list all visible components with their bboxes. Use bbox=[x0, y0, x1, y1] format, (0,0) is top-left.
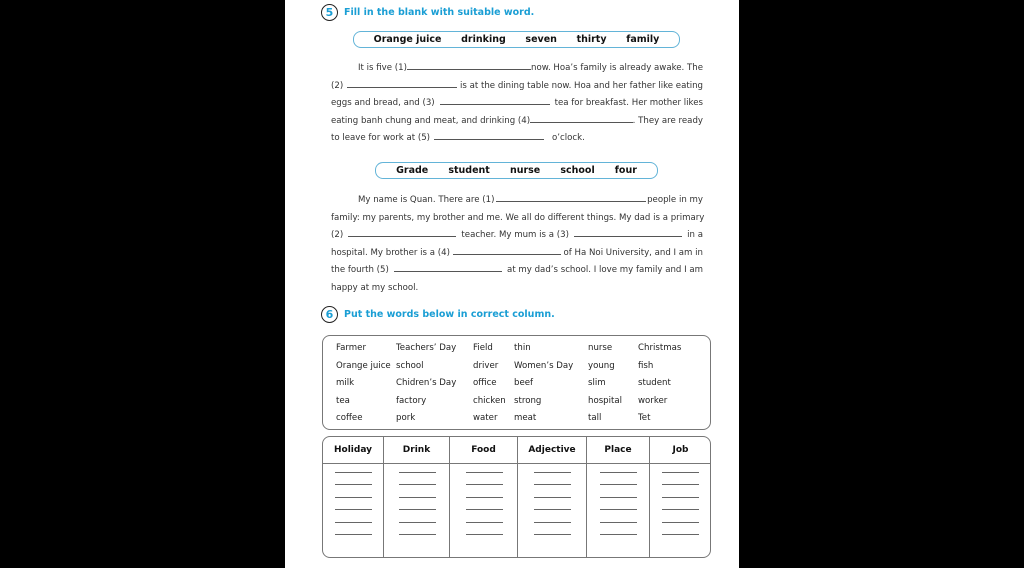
word-item: nurse bbox=[588, 343, 613, 353]
answer-blank[interactable] bbox=[407, 61, 531, 70]
answer-line[interactable] bbox=[399, 484, 436, 485]
word-column bbox=[336, 340, 391, 428]
passage-2: My name is Quan. There are (1) people in my family: my parents, my brother and me. We all do different things. My dad is a primary (2) teacher. My mum is a (3) in a hospital. My brother is a (4) of Ha Noi University, and I am in the fourth (5) at my dad’s school. I love my family and I am happy at my school. bbox=[331, 195, 705, 293]
word-item: tea bbox=[336, 395, 350, 406]
answer-line[interactable] bbox=[662, 484, 699, 485]
exercise-number: 6 bbox=[321, 306, 338, 323]
word-item: slim bbox=[588, 378, 606, 389]
word-item: tall bbox=[588, 413, 602, 424]
word-box-2 bbox=[375, 162, 658, 179]
word-column bbox=[396, 340, 456, 428]
word-item: Chidren’s Day bbox=[396, 378, 457, 389]
answer-line[interactable] bbox=[662, 534, 699, 535]
word-item: strong bbox=[514, 395, 542, 406]
answer-line[interactable] bbox=[600, 484, 637, 485]
table-column bbox=[587, 437, 650, 557]
word-option: drinking bbox=[461, 34, 506, 45]
answer-line[interactable] bbox=[534, 534, 571, 535]
word-option: Grade bbox=[396, 165, 429, 176]
answer-line[interactable] bbox=[534, 509, 571, 510]
word-item: school bbox=[396, 360, 424, 371]
column-header: Place bbox=[587, 437, 649, 464]
answer-line[interactable] bbox=[662, 497, 699, 498]
word-item: Tet bbox=[638, 413, 651, 424]
answer-line[interactable] bbox=[600, 472, 637, 473]
answer-line[interactable] bbox=[662, 522, 699, 523]
column-header: Job bbox=[650, 437, 711, 464]
answer-line[interactable] bbox=[466, 484, 503, 485]
answer-line[interactable] bbox=[399, 497, 436, 498]
answer-line[interactable] bbox=[600, 497, 637, 498]
word-option: thirty bbox=[576, 34, 607, 45]
answer-blank[interactable] bbox=[440, 96, 550, 105]
word-item: driver bbox=[473, 360, 499, 371]
word-option: family bbox=[626, 34, 660, 45]
answer-line[interactable] bbox=[466, 534, 503, 535]
answer-line[interactable] bbox=[335, 509, 372, 510]
answer-blank[interactable] bbox=[348, 228, 456, 237]
answer-line[interactable] bbox=[466, 497, 503, 498]
table-column bbox=[384, 437, 450, 557]
answer-line[interactable] bbox=[466, 509, 503, 510]
answer-line[interactable] bbox=[335, 497, 372, 498]
column-header: Holiday bbox=[323, 437, 383, 464]
passage-1: It is five (1) now. Hoa’s family is already awake. The (2) is at the dining table now. Hoa and her father like eating eggs and bread, and (3) tea for breakfast. Her mother likes eating banh chung and meat, and drinking (4) . They are ready to leave for work at (5) o’clock. bbox=[331, 63, 703, 144]
word-option: school bbox=[560, 165, 595, 176]
answer-blank[interactable] bbox=[394, 263, 502, 272]
table-column bbox=[518, 437, 587, 557]
answer-line[interactable] bbox=[399, 534, 436, 535]
column-header: Adjective bbox=[518, 437, 586, 464]
answer-line[interactable] bbox=[399, 509, 436, 510]
column-header: Drink bbox=[384, 437, 449, 464]
word-option: Orange juice bbox=[373, 34, 442, 45]
word-item: factory bbox=[396, 395, 427, 406]
table-column bbox=[450, 437, 518, 557]
answer-line[interactable] bbox=[600, 522, 637, 523]
answer-line[interactable] bbox=[399, 522, 436, 523]
answer-line[interactable] bbox=[600, 509, 637, 510]
word-item: chicken bbox=[473, 395, 506, 406]
word-column bbox=[638, 340, 681, 428]
word-column bbox=[588, 340, 622, 428]
answer-line[interactable] bbox=[600, 534, 637, 535]
word-item: coffee bbox=[336, 413, 363, 424]
answer-line[interactable] bbox=[335, 484, 372, 485]
answer-blank[interactable] bbox=[434, 131, 544, 140]
word-item: milk bbox=[336, 378, 355, 389]
word-item: hospital bbox=[588, 395, 623, 406]
worksheet-page bbox=[285, 0, 739, 568]
answer-line[interactable] bbox=[534, 522, 571, 523]
word-item: office bbox=[473, 378, 497, 389]
word-item: thin bbox=[514, 343, 531, 353]
answer-line[interactable] bbox=[662, 509, 699, 510]
word-item: water bbox=[473, 413, 498, 424]
word-option: seven bbox=[525, 34, 557, 45]
word-list-box bbox=[322, 335, 711, 430]
word-item: Christmas bbox=[638, 343, 682, 353]
word-item: Field bbox=[473, 343, 493, 353]
answer-table bbox=[322, 436, 711, 558]
answer-line[interactable] bbox=[534, 484, 571, 485]
word-column bbox=[473, 340, 506, 428]
exercise-number: 5 bbox=[321, 4, 338, 21]
answer-blank[interactable] bbox=[453, 246, 561, 255]
answer-blank[interactable] bbox=[347, 79, 457, 88]
answer-line[interactable] bbox=[534, 497, 571, 498]
word-option: four bbox=[614, 165, 637, 176]
column-header: Food bbox=[450, 437, 517, 464]
table-column bbox=[323, 437, 384, 557]
word-item: Teachers’ Day bbox=[396, 343, 457, 353]
word-item: meat bbox=[514, 413, 537, 424]
exercise-title: Fill in the blank with suitable word. bbox=[344, 7, 535, 18]
word-option: student bbox=[448, 165, 490, 176]
exercise-6-header bbox=[321, 306, 555, 323]
word-item: student bbox=[638, 378, 671, 389]
exercise-5-header bbox=[321, 4, 534, 21]
answer-blank[interactable] bbox=[530, 114, 633, 123]
answer-line[interactable] bbox=[335, 534, 372, 535]
answer-line[interactable] bbox=[399, 472, 436, 473]
answer-line[interactable] bbox=[662, 472, 699, 473]
word-item: pork bbox=[396, 413, 416, 424]
word-box-1 bbox=[353, 31, 680, 48]
word-item: Farmer bbox=[336, 343, 366, 353]
exercise-title: Put the words below in correct column. bbox=[344, 309, 555, 320]
answer-line[interactable] bbox=[335, 522, 372, 523]
answer-line[interactable] bbox=[534, 472, 571, 473]
word-item: beef bbox=[514, 378, 534, 389]
answer-line[interactable] bbox=[466, 472, 503, 473]
word-item: fish bbox=[638, 360, 654, 371]
answer-blank[interactable] bbox=[574, 228, 682, 237]
word-item: Women’s Day bbox=[514, 360, 574, 371]
word-item: Orange juice bbox=[336, 360, 391, 371]
table-column bbox=[650, 437, 711, 557]
answer-blank[interactable] bbox=[496, 193, 646, 202]
word-item: worker bbox=[638, 395, 668, 406]
answer-line[interactable] bbox=[466, 522, 503, 523]
answer-line[interactable] bbox=[335, 472, 372, 473]
word-option: nurse bbox=[509, 165, 541, 176]
word-column bbox=[514, 340, 573, 428]
word-item: young bbox=[588, 360, 615, 371]
